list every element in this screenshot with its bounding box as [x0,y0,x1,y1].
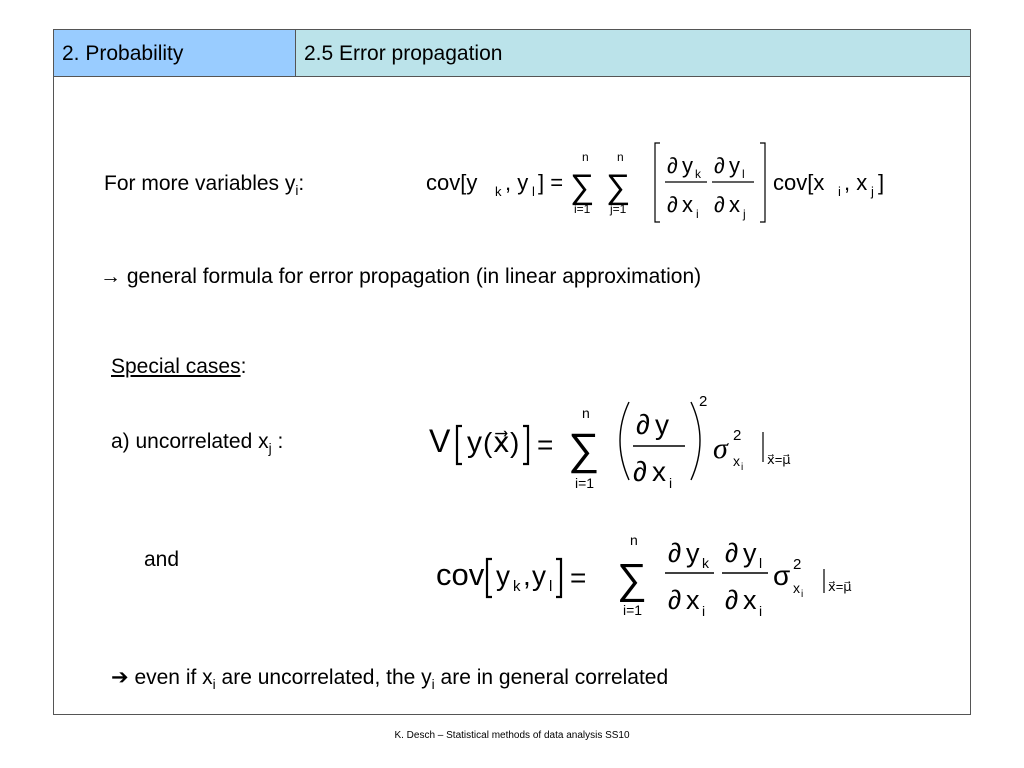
svg-text:x: x [793,580,800,596]
svg-text:y: y [655,409,669,440]
svg-text:σ: σ [773,560,791,591]
svg-text:∂: ∂ [633,456,647,487]
and-label: and [144,548,180,571]
svg-text:x⃗=μ⃗: x⃗=μ⃗ [767,452,791,467]
svg-text:n: n [617,150,624,164]
header-title: 2.5 Error propagation [304,42,503,65]
svg-text:i=1: i=1 [623,602,643,618]
svg-text:∑: ∑ [617,555,647,602]
svg-text:∂: ∂ [667,192,678,217]
svg-text:x: x [682,192,693,217]
svg-text:∂: ∂ [714,192,725,217]
svg-text:y: y [686,538,700,568]
svg-text:i: i [759,603,763,619]
svg-text:x: x [729,192,740,217]
svg-text:j=1: j=1 [610,202,627,216]
conclusion-text: ➔ even if $x_i$ are uncorrelated, the $y_i$ are in general correlated [111,666,669,692]
svg-text:cov: cov [436,557,485,592]
arrow-right-icon: ➔ [111,666,129,689]
svg-text:i=1: i=1 [575,475,595,491]
svg-text:∑: ∑ [606,168,631,206]
svg-text:k: k [702,555,709,571]
svg-text:l: l [759,555,763,571]
svg-text:x⃗: x⃗ [493,427,510,458]
svg-text:y: y [743,538,757,568]
svg-text:j: j [871,184,874,199]
svg-text:y: y [729,153,740,178]
svg-text:x⃗=μ⃗: x⃗=μ⃗ [828,579,852,594]
svg-text:x: x [686,585,700,615]
svg-text:,: , [523,560,531,591]
svg-text:, y: , y [505,170,529,195]
header-section: 2. Probability [62,42,184,65]
header-section-cell [54,30,296,77]
svg-text:i: i [741,462,744,473]
svg-text:n: n [630,532,638,548]
svg-text:l: l [532,184,535,199]
svg-text:=: = [537,429,554,460]
svg-text:x: x [743,585,757,615]
svg-text:∂: ∂ [725,538,739,568]
svg-text:k: k [695,167,701,181]
header-title-cell [296,30,970,77]
svg-text:k: k [495,184,502,199]
svg-text:i: i [669,475,673,491]
svg-text:): ) [510,427,520,458]
svg-text:y: y [467,426,482,459]
svg-text:k: k [513,578,521,595]
svg-text:σ: σ [713,432,728,465]
svg-text:n: n [582,150,589,164]
svg-text:x: x [733,453,740,469]
svg-text:j: j [743,207,746,221]
formula-cov-general [420,140,900,235]
case-a-label: a) uncorrelated $x_j$ : [111,430,284,456]
svg-text:cov[x: cov[x [773,170,825,195]
svg-text:l: l [742,167,745,181]
special-cases-heading: Special cases: [111,355,247,378]
svg-text:∂: ∂ [725,585,739,615]
svg-text:V: V [429,423,451,459]
svg-text:i: i [838,184,841,199]
svg-text:2: 2 [733,427,742,444]
svg-text:∂: ∂ [636,409,650,440]
general-formula-note: → general formula for error propagation (in linear approximation) [100,265,702,288]
svg-text:x: x [652,456,666,487]
svg-text:i=1: i=1 [574,202,591,216]
intro-text: For more variables $y_i$: [104,172,305,198]
svg-text:∑: ∑ [568,425,600,474]
svg-text:] =: ] = [538,170,564,195]
svg-text:∂: ∂ [668,585,682,615]
footer-text: K. Desch – Statistical methods of data analysis SS10 [394,730,630,741]
svg-text:n: n [582,405,590,421]
svg-text:i: i [801,589,804,600]
svg-text:]: ] [878,170,885,195]
svg-text:2: 2 [699,393,708,410]
svg-text:∂: ∂ [667,153,678,178]
svg-text:=: = [570,562,587,593]
arrow-right-icon: → [100,265,121,288]
svg-text:cov[y: cov[y [426,170,478,195]
svg-text:y: y [682,153,693,178]
svg-text:y: y [496,560,510,591]
svg-text:i: i [696,207,699,221]
formula-variance [425,388,825,498]
svg-text:, x: , x [844,170,868,195]
svg-text:i: i [702,603,706,619]
svg-text:∂: ∂ [714,153,725,178]
formula-cov-uncorrelated [432,525,882,625]
svg-text:y: y [532,560,546,591]
svg-text:l: l [549,578,553,595]
svg-text:(: ( [483,427,493,458]
svg-text:∑: ∑ [570,168,595,206]
svg-text:2: 2 [793,556,802,573]
svg-text:∂: ∂ [668,538,682,568]
